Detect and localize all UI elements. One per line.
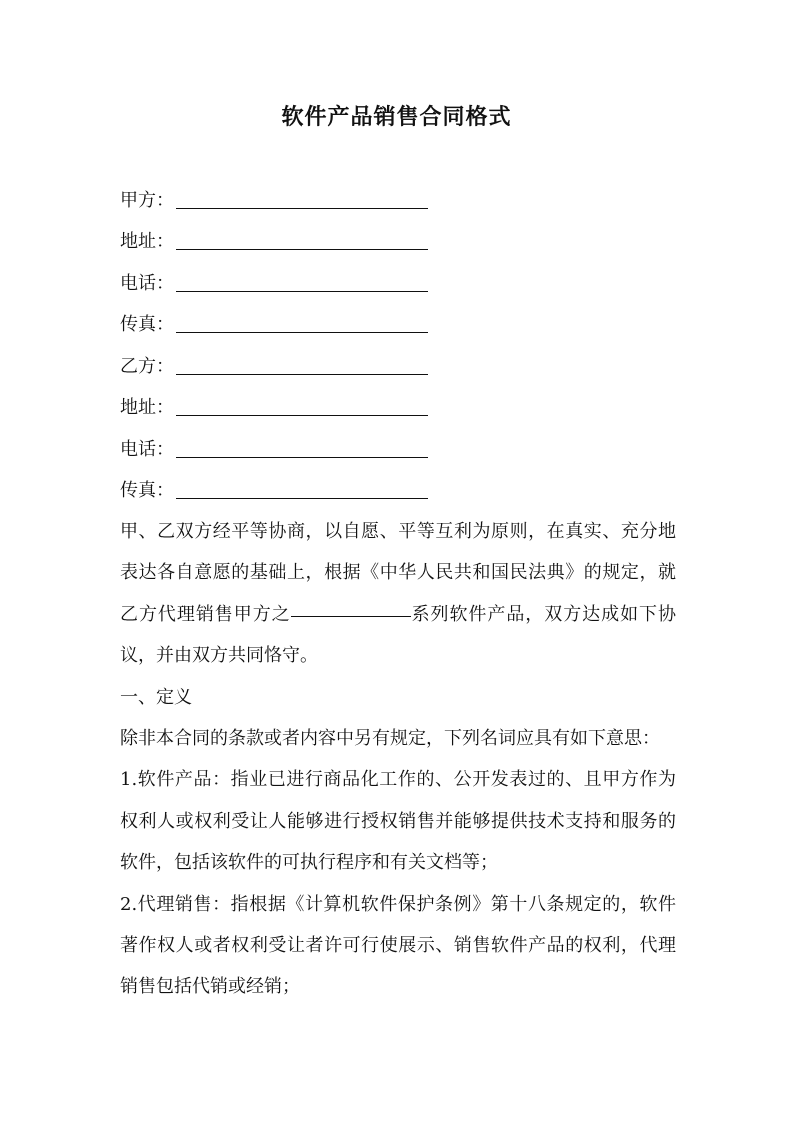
preamble-text-part1: 甲、乙双方经平等协商，以自愿、平等互利为原则，在真实、充分地表达各自意愿的基础上，根据《中华人民共和国民法典》的规定，就乙方代理销售甲方之 [120,521,676,625]
party-a-fax-blank [176,310,428,333]
party-b-address-label: 地址： [120,397,174,418]
definitions-intro: 除非本合同的条款或者内容中另有规定，下列名词应具有如下意思： [120,728,660,750]
party-a-fax-label: 传真： [120,314,174,335]
section-1-heading: 一、定义 [120,686,192,708]
party-b-phone-blank [176,435,428,458]
party-a-address-label: 地址： [120,231,174,252]
party-b-name-field [120,352,428,382]
party-a-fax-field [120,310,428,340]
contract-body [120,511,676,1008]
party-b-name-label: 乙方： [120,356,174,377]
preamble-text-part2: 系列软件产品，双方达成如下协议，并由双方共同恪守。 [120,603,676,667]
definition-agency-sales: 2.代理销售：指根据《计算机软件保护条例》第十八条规定的，软件著作权人或者权利受让者许可行使展示、销售软件产品的权利，代理销售包括代销或经销； [120,893,676,998]
party-b-address-blank [176,393,428,416]
party-b-fax-blank [176,476,428,499]
party-b-phone-label: 电话： [120,439,174,460]
definition-software-product: 1.软件产品：指业已进行商品化工作的、公开发表过的、且甲方作为权利人或权利受让人能够进行授权销售并能够提供技术支持和服务的软件，包括该软件的可执行程序和有关文档等； [120,769,676,874]
party-a-address-blank [176,227,428,250]
party-b-fax-label: 传真： [120,480,174,501]
preamble-paragraph [120,511,676,677]
product-series-blank [291,594,411,617]
party-b-name-blank [176,352,428,375]
party-a-phone-blank [176,269,428,292]
document-title: 软件产品销售合同格式 [281,104,512,130]
party-b-fax-field [120,476,428,506]
party-a-address-field [120,227,428,257]
party-a-phone-label: 电话： [120,273,174,294]
party-b-phone-field [120,435,428,465]
party-a-name-blank [176,186,428,209]
party-a-phone-field [120,269,428,299]
party-a-name-field [120,186,428,216]
party-a-name-label: 甲方： [120,190,174,211]
party-b-address-field [120,393,428,423]
